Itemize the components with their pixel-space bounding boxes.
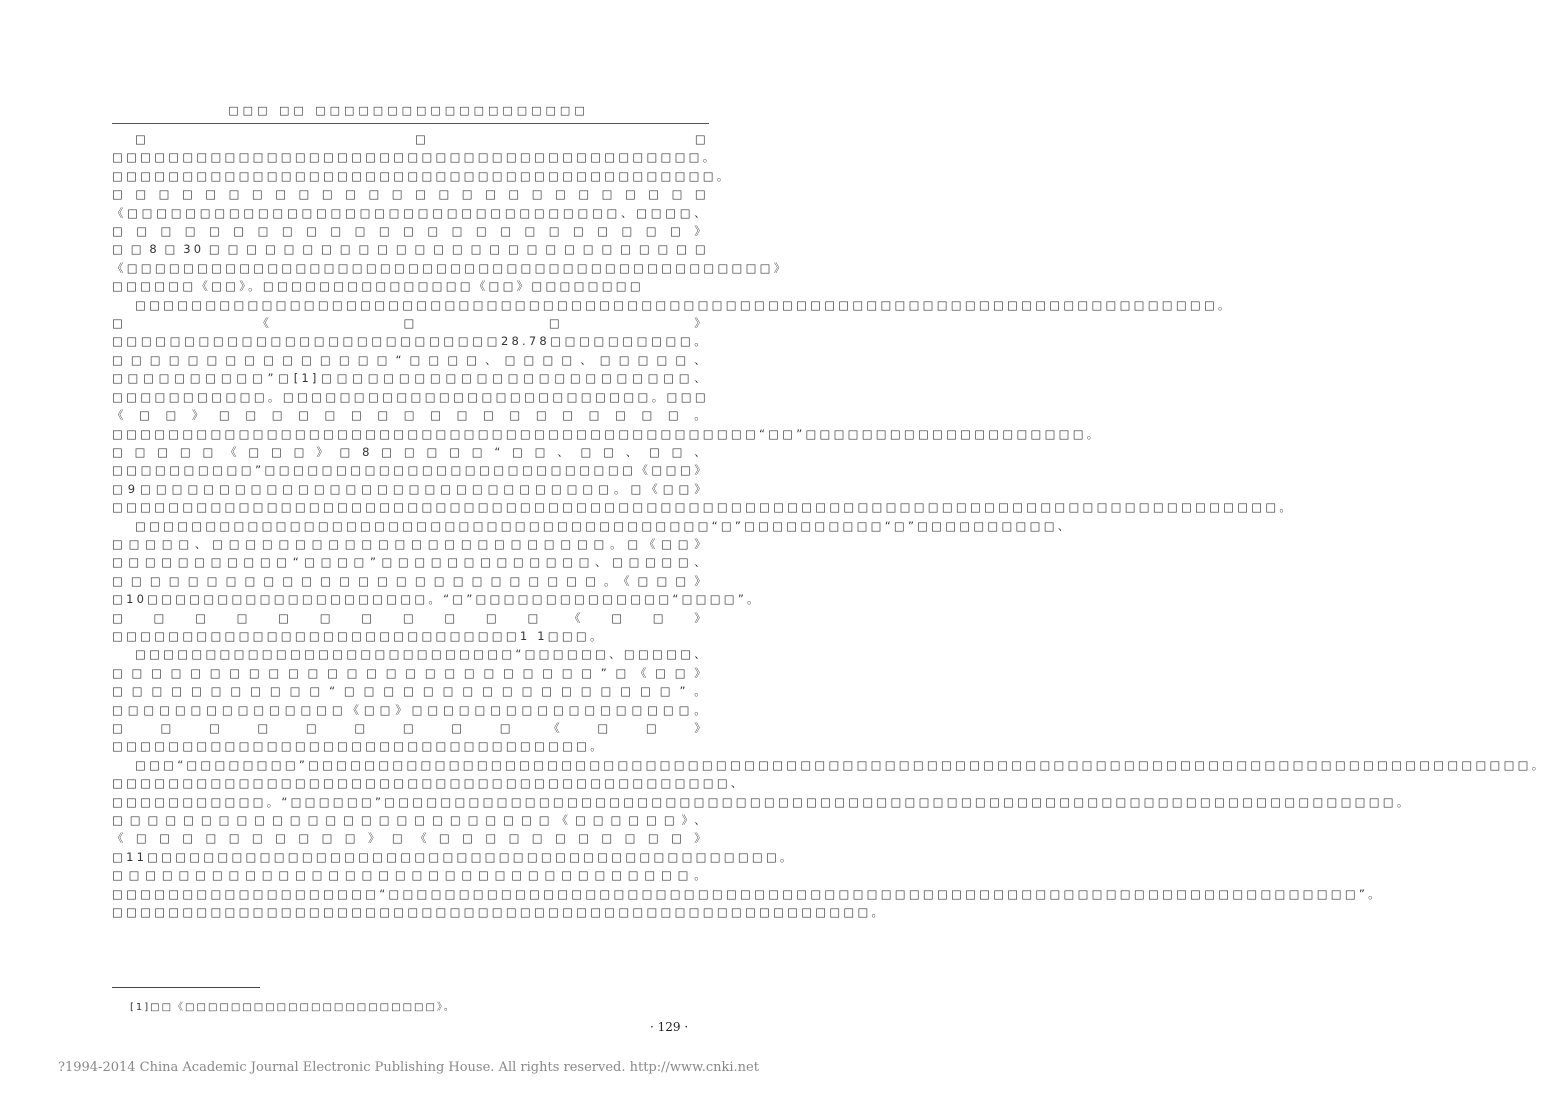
footnote: [1]□□《□□□□□□□□□□□□□□□□□□□□□□》。 (130, 1002, 456, 1013)
header-divider (112, 123, 709, 124)
running-header: □□□ □□ □□□□□□□□□□□□□□□□□□□ (228, 104, 589, 117)
paragraph-5: □□□“□□□□□□□□”□□□□□□□□□□□□□□□□□□□□□□□□□□□□□□□□□□□□□□□□□□□□□□□□□□□□□□□□□□□□□□□□□□□□□□□□□□□□□□□□□□□□□□□。□□□□□□□□□□□□□□□□□□□□□□□□□□□□□□□□□□□□□□□□□□□□、□□□□□□□□□□□。“□□□□□□”□□□□□□□□□□□□□□□□□□□□□□□□□□□□□□□□□□□□□□□□□□□□□□□□□□□□□□□□□□□□□□□□□□□□□□□□。□□□□□□□□□□□□□□□□□□□□□□□□□《□□□□□□》、《□□□□□□□□□□》□《□□□□□□□□□□□》□11□□□□□□□□□□□□□□□□□□□□□□□□□□□□□□□□□□□□□□□□□□□□□。□□□□□□□□□□□□□□□□□□□□□□□□□□□□□□□□□□□。□□□□□□□□□□□□□□□□□□□“□□□□□□□□□□□□□□□□□□□□□□□□□□□□□□□□□□□□□□□□□□□□□□□□□□□□□□□□□□□□□□□□□□□□□”。□□□□□□□□□□□□□□□□□□□□□□□□□□□□□□□□□□□□□□□□□□□□□□□□□□□□□□。 (112, 757, 1546, 920)
paragraph-4: □□□□□□□□□□□□□□□□□□□□□□□□□□□“□□□□□□、□□□□□、□□□□□□□□□□□□□□□□□□□□□□□□□”□《□□》□□□□□□□□□□□“□□□□□□□□□□□□□□□□□”。□□□□□□□□□□□□□□□《□□》□□□□□□□□□□□□□□□□□□。□□□□□□□□□《□□》□□□□□□□□□□□□□□□□□□□□□□□□□□□□□□□□□□。 (112, 647, 709, 754)
page-number: · 129 · (650, 1020, 689, 1034)
paragraph-1: □□□ □□□□□□□□□□□□□□□□□□□□□□□□□□□□□□□□□□□□□□□□□□。□□□□□□□□□□□□□□□□□□□□□□□□□□□□□□□□□□□□□□□□□□□。□□□□□□□□□□□□□□□□□□□□□□□□□□《□□□□□□□□□□□□□□□□□□□□□□□□□□□□□□□□□□、□□□□、□□□□□□□□□□□□□□□□□□□□□□□□》□□8□30□□□□□□□□□□□□□□□□□□□□□□□□□□□《□□□□□□□□□□□□□□□□□□□□□□□□□□□□□□□□□□□□□□□□□□□□□□》□□□□□□《□□》。□□□□□□□□□□□□□□□《□□》□□□□□□□□ (112, 132, 789, 294)
paragraph-2: □□□□□□□□□□□□□□□□□□□□□□□□□□□□□□□□□□□□□□□□□□□□□□□□□□□□□□□□□□□□□□□□□□□□□□□□□□□□□。□《□□》□□□□□□□□□□□□□□□□□□□□□□□□□□□28.78□□□□□□□□□□。□□□□□□□□□□□□□□□“□□□□、□□□□、□□□□□、□□□□□□□□□□”□[1]□□□□□□□□□□□□□□□□□□□□□□□□、□□□□□□□□□□□。□□□□□□□□□□□□□□□□□□□□□□□□□□。□□□《□□》□□□□□□□□□□□□□□□□□□。□□□□□□□□□□□□□□□□□□□□□□□□□□□□□□□□□□□□□□□□□□□□□□“□□”□□□□□□□□□□□□□□□□□□□□。□□□□□《□□□》□8□□□□□“□□、□□、□□、□□□□□□□□□□”□□□□□□□□□□□□□□□□□□□□□□□□□□《□□□》□9□□□□□□□□□□□□□□□□□□□□□□□□□□□□□□。□《□□》□□□□□□□□□□□□□□□□□□□□□□□□□□□□□□□□□□□□□□□□□□□□□□□□□□□□□□□□□□□□□□□□□□□□□□□□□□□□□□□□□□□。 (112, 297, 1295, 515)
paragraph-3: □□□□□□□□□□□□□□□□□□□□□□□□□□□□□□□□□□□□□□□□□“□”□□□□□□□□□□“□”□□□□□□□□□□、□□□□□、□□□□□□□□□□□□□□□□□□□□□□□□。□《□□》□□□□□□□□□□□“□□□□”□□□□□□□□□□□□□、□□□□□、□□□□□□□□□□□□□□□□□□□□□□□□□□。《□□□》□10□□□□□□□□□□□□□□□□□□□□。“□”□□□□□□□□□□□□□□“□□□□”。□□□□□□□□□□□《□□》□□□□□□□□□□□□□□□□□□□□□□□□□□□□□1 1□□□。 (112, 518, 1073, 643)
footnote-divider (112, 987, 260, 988)
article-body (112, 130, 1546, 921)
copyright-watermark: ?1994-2014 China Academic Journal Electronic Publishing House. All rights reserved. http://www.cnki.net (58, 1060, 759, 1075)
